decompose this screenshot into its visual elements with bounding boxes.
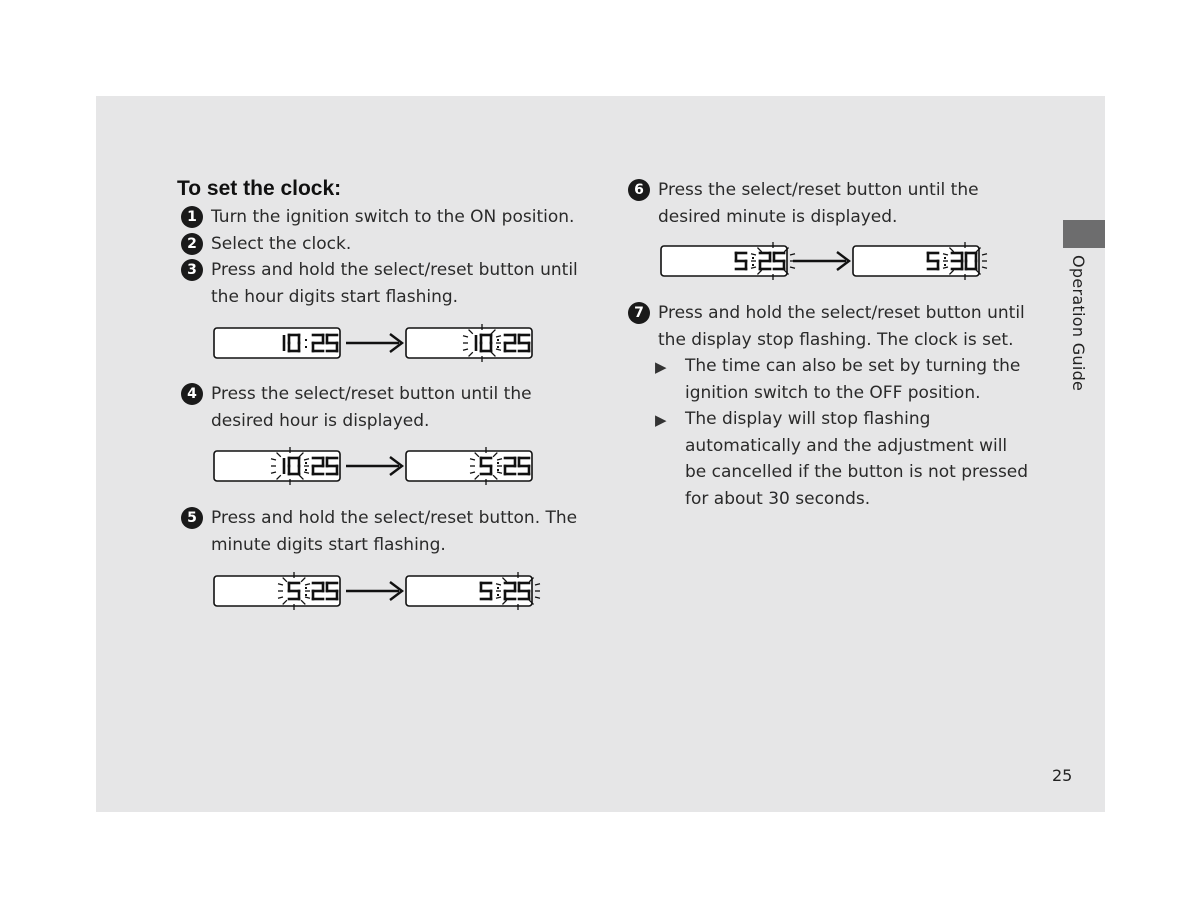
section-heading: To set the clock: (177, 177, 342, 200)
clock-display-pair-4 (657, 238, 992, 288)
arrow-right-icon (346, 457, 402, 475)
step-number-3: 3 (181, 259, 203, 281)
lcd-after (406, 324, 532, 362)
step-text-3: Press and hold the select/reset button until the hour digits start flashing. (211, 260, 578, 307)
lcd-before (214, 572, 340, 610)
section-tab-marker (1063, 220, 1105, 248)
step-number-4: 4 (181, 383, 203, 405)
step-text-4: Press the select/reset button until the desired hour is displayed. (211, 384, 532, 431)
lcd-after (853, 242, 987, 280)
step-5 (181, 505, 586, 558)
lcd-after (406, 447, 532, 485)
step-3 (181, 257, 586, 310)
step-4 (181, 381, 571, 434)
clock-display-pair-3 (210, 568, 545, 618)
lcd-before (214, 328, 340, 358)
step-number-5: 5 (181, 507, 203, 529)
step-number-6: 6 (628, 179, 650, 201)
clock-display-pair-1 (210, 320, 540, 370)
note-text-1: The time can also be set by turning the ignition switch to the OFF position. (685, 356, 1021, 403)
lcd-before (661, 242, 795, 280)
note-1 (655, 353, 1030, 406)
step-number-2: 2 (181, 233, 203, 255)
section-tab-label: Operation Guide (1069, 255, 1088, 392)
clock-display-pair-2 (210, 443, 540, 493)
arrow-right-icon (793, 252, 849, 270)
step-2 (181, 231, 591, 258)
step-text-1: Turn the ignition switch to the ON position. (211, 207, 575, 227)
step-text-6: Press the select/reset button until the desired minute is displayed. (658, 180, 979, 227)
step-text-2: Select the clock. (211, 234, 352, 254)
lcd-before (214, 447, 340, 485)
step-6 (628, 177, 1018, 230)
step-number-1: 1 (181, 206, 203, 228)
triangle-bullet-icon: ▶ (655, 358, 667, 376)
step-text-7: Press and hold the select/reset button until the display stop flashing. The clock is set. (658, 303, 1025, 350)
arrow-right-icon (346, 582, 402, 600)
step-1 (181, 204, 591, 231)
step-text-5: Press and hold the select/reset button. The minute digits start flashing. (211, 508, 578, 555)
step-number-7: 7 (628, 302, 650, 324)
step-7 (628, 300, 1033, 353)
note-text-2: The display will stop flashing automatically and the adjustment will be cancelled if the button is not pressed for about 30 seconds. (685, 409, 1029, 509)
page-number: 25 (1052, 766, 1073, 785)
triangle-bullet-icon: ▶ (655, 411, 667, 429)
arrow-right-icon (346, 334, 402, 352)
note-2 (655, 406, 1030, 512)
lcd-after (406, 572, 540, 610)
